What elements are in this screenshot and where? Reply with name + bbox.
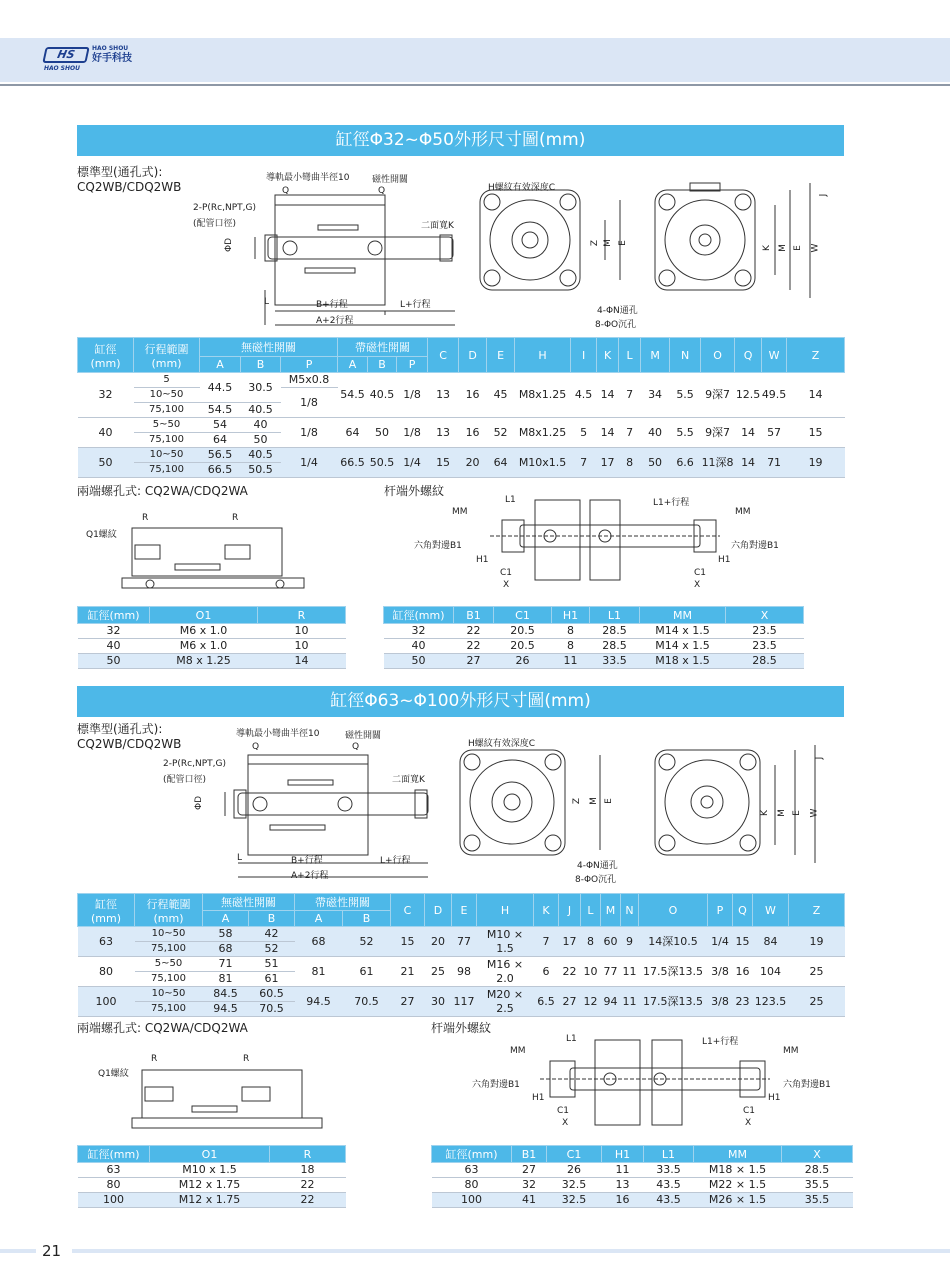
dim-m2: M bbox=[777, 244, 788, 252]
table-row: 80 32 32.5 13 43.5 M22 × 1.5 35.5 bbox=[432, 1178, 853, 1193]
label-l-stroke-2: L+行程 bbox=[380, 856, 411, 866]
label-o-hole: 8-ΦO沉孔 bbox=[595, 320, 637, 330]
std-model: CQ2WB/CDQ2WB bbox=[77, 180, 182, 194]
brand-cn: 好手科技 bbox=[92, 52, 132, 64]
rod-end-drawing-2 bbox=[540, 1035, 770, 1130]
label-a-stroke: A+2行程 bbox=[316, 316, 354, 326]
brand-en: HAO SHOU bbox=[92, 45, 129, 52]
rod-table-1: 缸徑(mm) B1 C1 H1 L1 MM X 32 22 20.5 8 28.5 M14 x 1.5 23.5 40 22 20.5 8 28.5 M14 x 1.5 23.5 50 27 26 11 33.5 M18 x 1.5 28.5 bbox=[383, 606, 804, 669]
rod-end-drawing bbox=[480, 495, 720, 590]
dimension-table-2: 缸徑 (mm) 行程範圍 (mm) 無磁性開關 帶磁性開關 C D E H K J L M N O P Q W Z A B A B 63 10~50 58 42 68 52 15 20 77 M10 × 1.5 7 17 8 60 9 14深10.5 1/4 15 84 19 75,100 68 52 80 5~50 71 51 81 61 21 25 98 M16 × 2.0 6 22 10 77 11 17.5深13.5 3/8 16 104 25 75,100 81 61 100 10~50 84.5 60.5 94.5 70.5 27 30 117 M20 × 2.5 6.5 27 12 94 11 17.5深13.5 3/8 23 123.5 25 75,100 94.5 70.5 bbox=[77, 893, 845, 1017]
label-b1: 六角對邊B1 bbox=[414, 541, 462, 551]
table-row: 80 5~50 71 51 81 61 21 25 98 M16 × 2.0 6 22 10 77 11 17.5深13.5 3/8 16 104 25 bbox=[78, 957, 845, 972]
dim-q2-2: Q bbox=[352, 742, 360, 752]
dim-j: J bbox=[818, 193, 829, 197]
table-row: 50 10~50 56.5 40.5 1/4 66.5 50.5 1/4 15 20 64 M10x1.5 7 17 8 50 6.6 11深8 14 71 19 bbox=[78, 448, 845, 463]
dim-q: Q bbox=[282, 186, 290, 196]
label-x2: X bbox=[694, 580, 701, 590]
label-l1: L1 bbox=[505, 495, 516, 505]
label-c1-3: C1 bbox=[557, 1106, 570, 1116]
dim-d: ΦD bbox=[224, 237, 235, 253]
label-h-thread: H螺紋有效深度C bbox=[488, 183, 556, 193]
label-rail: 導軌最小彎曲半徑10 bbox=[266, 173, 350, 183]
table-row: 40 22 20.5 8 28.5 M14 x 1.5 23.5 bbox=[384, 639, 804, 654]
label-q1: Q1螺紋 bbox=[86, 530, 117, 540]
dim-j-2: J bbox=[814, 756, 825, 760]
page-number: 21 bbox=[42, 1242, 62, 1260]
label-x: X bbox=[503, 580, 510, 590]
dim-k-2: K bbox=[759, 810, 770, 816]
dim-z: Z bbox=[590, 239, 601, 247]
label-r: R bbox=[142, 513, 149, 523]
label-rail-2: 導軌最小彎曲半徑10 bbox=[236, 729, 320, 739]
label-mm-4: MM bbox=[783, 1046, 799, 1056]
label-r2-2: R bbox=[243, 1054, 250, 1064]
label-port-2: 2-P(Rc,NPT,G) bbox=[163, 759, 226, 769]
logo-mark: HS bbox=[42, 47, 89, 63]
o1-table-2: 缸徑(mm) O1 R 63 M10 x 1.5 18 80 M12 x 1.75 22 100 M12 x 1.75 22 bbox=[77, 1145, 346, 1208]
label-h1-4: H1 bbox=[768, 1093, 781, 1103]
label-l1-stroke-2: L1+行程 bbox=[702, 1037, 739, 1047]
label-q1-2: Q1螺紋 bbox=[98, 1069, 129, 1079]
label-r2: R bbox=[232, 513, 239, 523]
dim-z-2: Z bbox=[572, 797, 583, 805]
label-port: 2-P(Rc,NPT,G) bbox=[193, 203, 256, 213]
rod-end-label-2: 杆端外螺紋 bbox=[431, 1021, 492, 1035]
label-b1-3: 六角對邊B1 bbox=[472, 1080, 520, 1090]
table-row: 32 M6 x 1.0 10 bbox=[78, 624, 346, 639]
label-port2: (配管口徑) bbox=[193, 219, 237, 229]
front-view-drawings-2 bbox=[450, 745, 830, 875]
dim-l: L bbox=[264, 297, 270, 307]
table-row: 32 22 20.5 8 28.5 M14 x 1.5 23.5 bbox=[384, 624, 804, 639]
label-b1-2: 六角對邊B1 bbox=[731, 541, 779, 551]
label-r-2: R bbox=[151, 1054, 158, 1064]
table-row: 63 27 26 11 33.5 M18 × 1.5 28.5 bbox=[432, 1163, 853, 1178]
dim-l-2: L bbox=[237, 853, 243, 863]
label-h1-2: H1 bbox=[718, 555, 731, 565]
label-h1-3: H1 bbox=[532, 1093, 545, 1103]
std-model-2: CQ2WB/CDQ2WB bbox=[77, 737, 182, 751]
std-label-2: 標準型(通孔式): bbox=[77, 722, 163, 736]
label-n-hole: 4-ΦN通孔 bbox=[597, 306, 638, 316]
table-row: 50 27 26 11 33.5 M18 x 1.5 28.5 bbox=[384, 654, 804, 669]
label-n-hole-2: 4-ΦN通孔 bbox=[577, 861, 618, 871]
label-port2-2: (配管口徑) bbox=[163, 775, 207, 785]
dim-q-2: Q bbox=[252, 742, 260, 752]
header-divider bbox=[0, 84, 950, 86]
dimension-table-1: 缸徑 (mm) 行程範圍 (mm) 無磁性開關 帶磁性開關 C D E H I K L M N O Q W Z A B P A B P 32 5 44.5 30.5 M5x0.8 54.5 40.5 1/8 13 16 45 M8x1.25 4.5 14 7 34 5.5 9深7 12.5 49.5 14 10~50 1/8 75,100 54.5 40.5 40 5~50 54 40 1/8 64 50 1/8 13 16 52 M8x1.25 5 14 7 40 5.5 9深7 14 57 15 75,100 64 50 50 10~50 56.5 40.5 1/4 66.5 50.5 1/4 15 20 64 M10x1.5 7 17 8 50 6.6 11深8 14 71 19 75,100 66.5 50.5 bbox=[77, 337, 845, 478]
table-row: 63 10~50 58 42 68 52 15 20 77 M10 × 1.5 7 17 8 60 9 14深10.5 1/4 15 84 19 bbox=[78, 927, 845, 942]
section1-title: 缸徑Φ32~Φ50外形尺寸圖(mm) bbox=[77, 125, 844, 156]
table-row: 32 5 44.5 30.5 M5x0.8 54.5 40.5 1/8 13 16 45 M8x1.25 4.5 14 7 34 5.5 9深7 12.5 49.5 14 bbox=[78, 373, 845, 388]
label-x-4: X bbox=[745, 1118, 752, 1128]
label-x-3: X bbox=[562, 1118, 569, 1128]
dim-w-2: W bbox=[809, 808, 820, 818]
dim-d-2: ΦD bbox=[194, 795, 205, 811]
table-row: 40 M6 x 1.0 10 bbox=[78, 639, 346, 654]
both-end-drawing bbox=[120, 520, 310, 592]
table-row: 100 10~50 84.5 60.5 94.5 70.5 27 30 117 M20 × 2.5 6.5 27 12 94 11 17.5深13.5 3/8 23 123.5 25 bbox=[78, 987, 845, 1002]
label-mm2: MM bbox=[735, 507, 751, 517]
rod-end-label: 杆端外螺紋 bbox=[384, 484, 445, 498]
label-b-stroke-2: B+行程 bbox=[291, 856, 323, 866]
label-c1-4: C1 bbox=[743, 1106, 756, 1116]
dim-e2: E bbox=[792, 245, 803, 251]
table-row: 50 M8 x 1.25 14 bbox=[78, 654, 346, 669]
both-end-label: 兩端螺孔式: CQ2WA/CDQ2WA bbox=[77, 484, 248, 498]
table-row: 40 5~50 54 40 1/8 64 50 1/8 13 16 52 M8x1.25 5 14 7 40 5.5 9深7 14 57 15 bbox=[78, 418, 845, 433]
footer-bar-left bbox=[0, 1249, 36, 1253]
footer-bar-right bbox=[72, 1249, 950, 1253]
label-c1-2: C1 bbox=[694, 568, 707, 578]
label-mm-3: MM bbox=[510, 1046, 526, 1056]
table-row: 63 M10 x 1.5 18 bbox=[78, 1163, 346, 1178]
label-b1-4: 六角對邊B1 bbox=[783, 1080, 831, 1090]
table-row: 100 41 32.5 16 43.5 M26 × 1.5 35.5 bbox=[432, 1193, 853, 1208]
page-header bbox=[0, 38, 950, 82]
label-switch-2: 磁性開關 bbox=[345, 731, 382, 741]
label-a-stroke-2: A+2行程 bbox=[291, 871, 329, 881]
dim-m: M bbox=[602, 239, 613, 247]
table-row: 100 M12 x 1.75 22 bbox=[78, 1193, 346, 1208]
table-row: 80 M12 x 1.75 22 bbox=[78, 1178, 346, 1193]
label-c1: C1 bbox=[500, 568, 513, 578]
dim-w: W bbox=[810, 243, 821, 253]
label-h1: H1 bbox=[476, 555, 489, 565]
dim-e-2: E bbox=[603, 798, 614, 804]
dim-e: E bbox=[617, 240, 628, 246]
rod-table-2: 缸徑(mm) B1 C1 H1 L1 MM X 63 27 26 11 33.5 M18 × 1.5 28.5 80 32 32.5 13 43.5 M22 × 1.5 35.5 100 41 32.5 16 43.5 M26 × 1.5 35.5 bbox=[431, 1145, 853, 1208]
label-l1-stroke: L1+行程 bbox=[653, 498, 690, 508]
label-flat: 二面寬K bbox=[421, 221, 454, 231]
dim-m2-2: M bbox=[776, 809, 787, 817]
label-l-stroke: L+行程 bbox=[400, 300, 431, 310]
std-label: 標準型(通孔式): bbox=[77, 165, 163, 179]
section2-title: 缸徑Φ63~Φ100外形尺寸圖(mm) bbox=[77, 686, 844, 717]
both-end-drawing-2 bbox=[130, 1062, 330, 1134]
dim-k: K bbox=[761, 245, 772, 251]
logo-sub: HAO SHOU bbox=[44, 64, 80, 72]
label-h-thread-2: H螺紋有效深度C bbox=[468, 739, 536, 749]
o1-table-1: 缸徑(mm) O1 R 32 M6 x 1.0 10 40 M6 x 1.0 10 50 M8 x 1.25 14 bbox=[77, 606, 346, 669]
front-view-drawings bbox=[470, 180, 830, 330]
label-b-stroke: B+行程 bbox=[316, 300, 348, 310]
label-o-hole-2: 8-ΦO沉孔 bbox=[575, 875, 617, 885]
dim-m-2: M bbox=[588, 797, 599, 805]
brand-logo bbox=[44, 45, 132, 72]
label-l1-2: L1 bbox=[566, 1034, 577, 1044]
dim-q2: Q bbox=[378, 186, 386, 196]
both-end-label-2: 兩端螺孔式: CQ2WA/CDQ2WA bbox=[77, 1021, 248, 1035]
dim-e2-2: E bbox=[791, 810, 802, 816]
label-flat-2: 二面寬K bbox=[392, 775, 425, 785]
label-switch: 磁性開關 bbox=[372, 175, 409, 185]
label-mm: MM bbox=[452, 507, 468, 517]
